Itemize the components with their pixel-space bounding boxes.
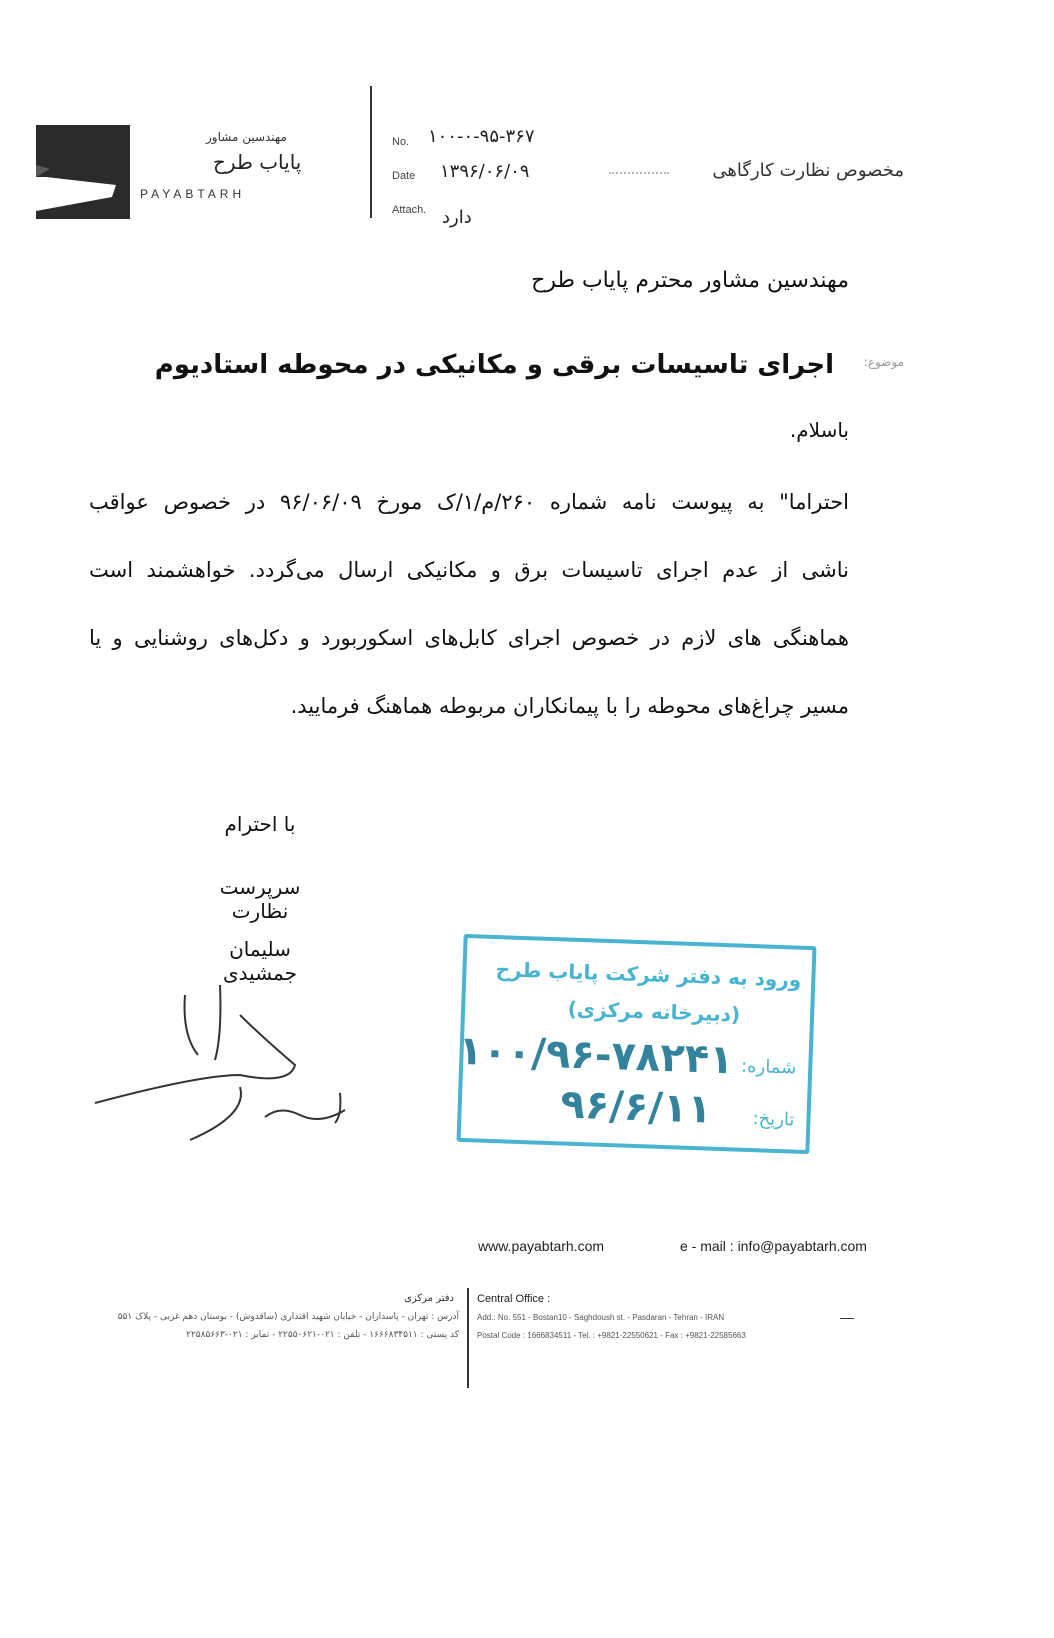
date-label: Date (392, 170, 416, 182)
stamp-date: ۹۶/۶/۱۱ (559, 1081, 713, 1133)
footer-address-fa: آدرس : تهران - پاسداران - خیابان شهید اقتداری (ساقدوش) - بوستان دهم غربی - پلاک ۵۵۱ (117, 1312, 459, 1322)
attach-label: Attach. (392, 204, 427, 216)
paragraph-line: ناشی از عدم اجرای تاسیسات برق و مکانیکی ارسال می‌گردد. خواهشمند است (89, 558, 849, 582)
central-office-fa: دفتر مرکزی (404, 1293, 454, 1304)
handwritten-signature (90, 975, 370, 1175)
footer-contact-en: Postal Code : 1666834511 - Tel. : +9821-22550621 - Fax : +9821-22585663 (477, 1331, 746, 1340)
letter-number: ۱۰۰-۰-۹۵-۳۶۷ (428, 126, 535, 147)
footer-divider (467, 1288, 469, 1388)
logo-mark-icon (36, 125, 130, 219)
signer-title: سرپرست نظارت (219, 875, 301, 923)
brand-fa-subtitle: مهندسین مشاور (206, 130, 287, 144)
footer-email: e - mail : info@payabtarh.com (680, 1238, 867, 1254)
subject-label: موضوع: (863, 355, 904, 369)
stamp-date-label: تاریخ: (752, 1108, 795, 1131)
stamp-title: ورود به دفتر شرکت پایاب طرح (495, 957, 802, 992)
paragraph-line: مسیر چراغ‌های محوطه را با پیمانکاران مربوطه هماهنگ فرمایید. (290, 694, 849, 718)
footer-website: www.payabtarh.com (478, 1238, 605, 1254)
footer-address-en: Add.: No. 551 - Bostan10 - Saghdoush st. - Pasdaran - Tehran - IRAN (477, 1313, 725, 1322)
date-value: ۱۳۹۶/۰۶/۰۹ (440, 161, 530, 182)
stamp-number: ۱۰۰/۹۶-۷۸۲۴۱ (457, 1027, 735, 1084)
header-divider (370, 86, 372, 218)
greeting: باسلام. (789, 418, 849, 442)
footer-contact-fa: کد پستی : ۱۶۶۶۸۳۴۵۱۱ - تلفن : ۰۲۱-۲۲۵۵۰۶۲۱ - نمابر : ۰۲۱-۲۲۵۸۵۶۶۳ (186, 1330, 459, 1340)
signer-name: سلیمان جمشیدی (223, 937, 297, 985)
faded-print-mark (609, 172, 669, 184)
stamp-number-label: شماره: (740, 1055, 797, 1079)
site-supervision-title: مخصوص نظارت کارگاهی (712, 160, 904, 181)
brand-en-name: PAYABTARH (140, 187, 246, 201)
attach-value: دارد (442, 207, 472, 228)
central-office-label: Central Office : (477, 1293, 551, 1305)
subject: اجرای تاسیسات برقی و مکانیکی در محوطه استادیوم (154, 350, 834, 380)
paragraph-line: هماهنگی های لازم در خصوص اجرای کابل‌های اسکوربورد و دکل‌های روشنایی و یا (89, 626, 849, 650)
brand-fa-name: پایاب طرح (213, 150, 302, 174)
no-label: No. (392, 136, 410, 148)
paragraph-line: احتراما" به پیوست نامه شماره ۲۶۰/م/۱/ک مورخ ۹۶/۰۶/۰۹ در خصوص عواقب (89, 490, 850, 514)
stamp-subtitle: (دبیرخانه مرکزی) (567, 996, 741, 1027)
received-stamp (456, 934, 816, 1154)
closing: با احترام (224, 812, 296, 836)
footer-dash (840, 1318, 854, 1319)
recipient: مهندسین مشاور محترم پایاب طرح (531, 268, 849, 293)
company-logo (36, 125, 130, 219)
